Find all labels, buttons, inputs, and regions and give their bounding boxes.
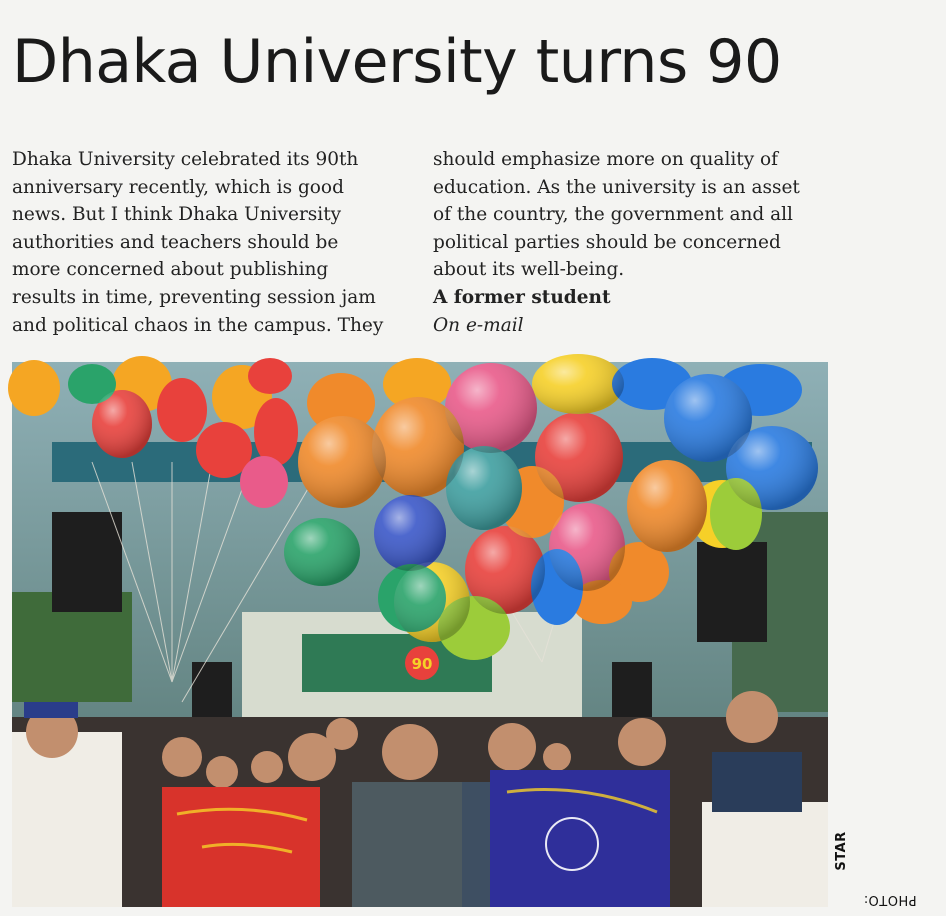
speaker-left [52, 512, 122, 612]
speaker-small [192, 662, 232, 722]
body-line: Dhaka University celebrated its 90th [12, 149, 359, 170]
photo-credit-name: STAR [834, 831, 849, 871]
body-line: should emphasize more on quality of [433, 149, 779, 170]
person-jacket [352, 782, 464, 907]
speaker-small [612, 662, 652, 722]
body-line: of the country, the government and all [433, 204, 793, 226]
body-line: news. But I think Dhaka University [12, 204, 342, 226]
body-line: anniversary recently, which is good [12, 176, 344, 198]
stage-badge-label: 90 [411, 655, 433, 673]
photo-credit [834, 795, 917, 907]
celebration-photo [12, 362, 828, 907]
photo-credit-label: PHOTO: [863, 892, 917, 907]
speaker-right [697, 542, 767, 642]
body-line: results in time, preventing session jam [12, 286, 376, 308]
author-source: On e-mail [433, 314, 524, 336]
person-cap [24, 702, 78, 718]
article-column-1 [12, 146, 422, 339]
person-dark-shirt [712, 752, 802, 812]
body-line: education. As the university is an asset [433, 176, 800, 198]
author-signature: A former student [433, 286, 611, 308]
body-line: more concerned about publishing [12, 259, 329, 281]
body-line: authorities and teachers should be [12, 231, 339, 253]
photo-illustration [12, 362, 828, 907]
body-line: about its well-being. [433, 259, 625, 281]
article-column-2 [433, 146, 853, 339]
body-line: and political chaos in the campus. They [12, 314, 384, 336]
headline: Dhaka University turns 90 [12, 27, 782, 97]
body-line: political parties should be concerned [433, 231, 781, 253]
banner-red [162, 787, 320, 907]
